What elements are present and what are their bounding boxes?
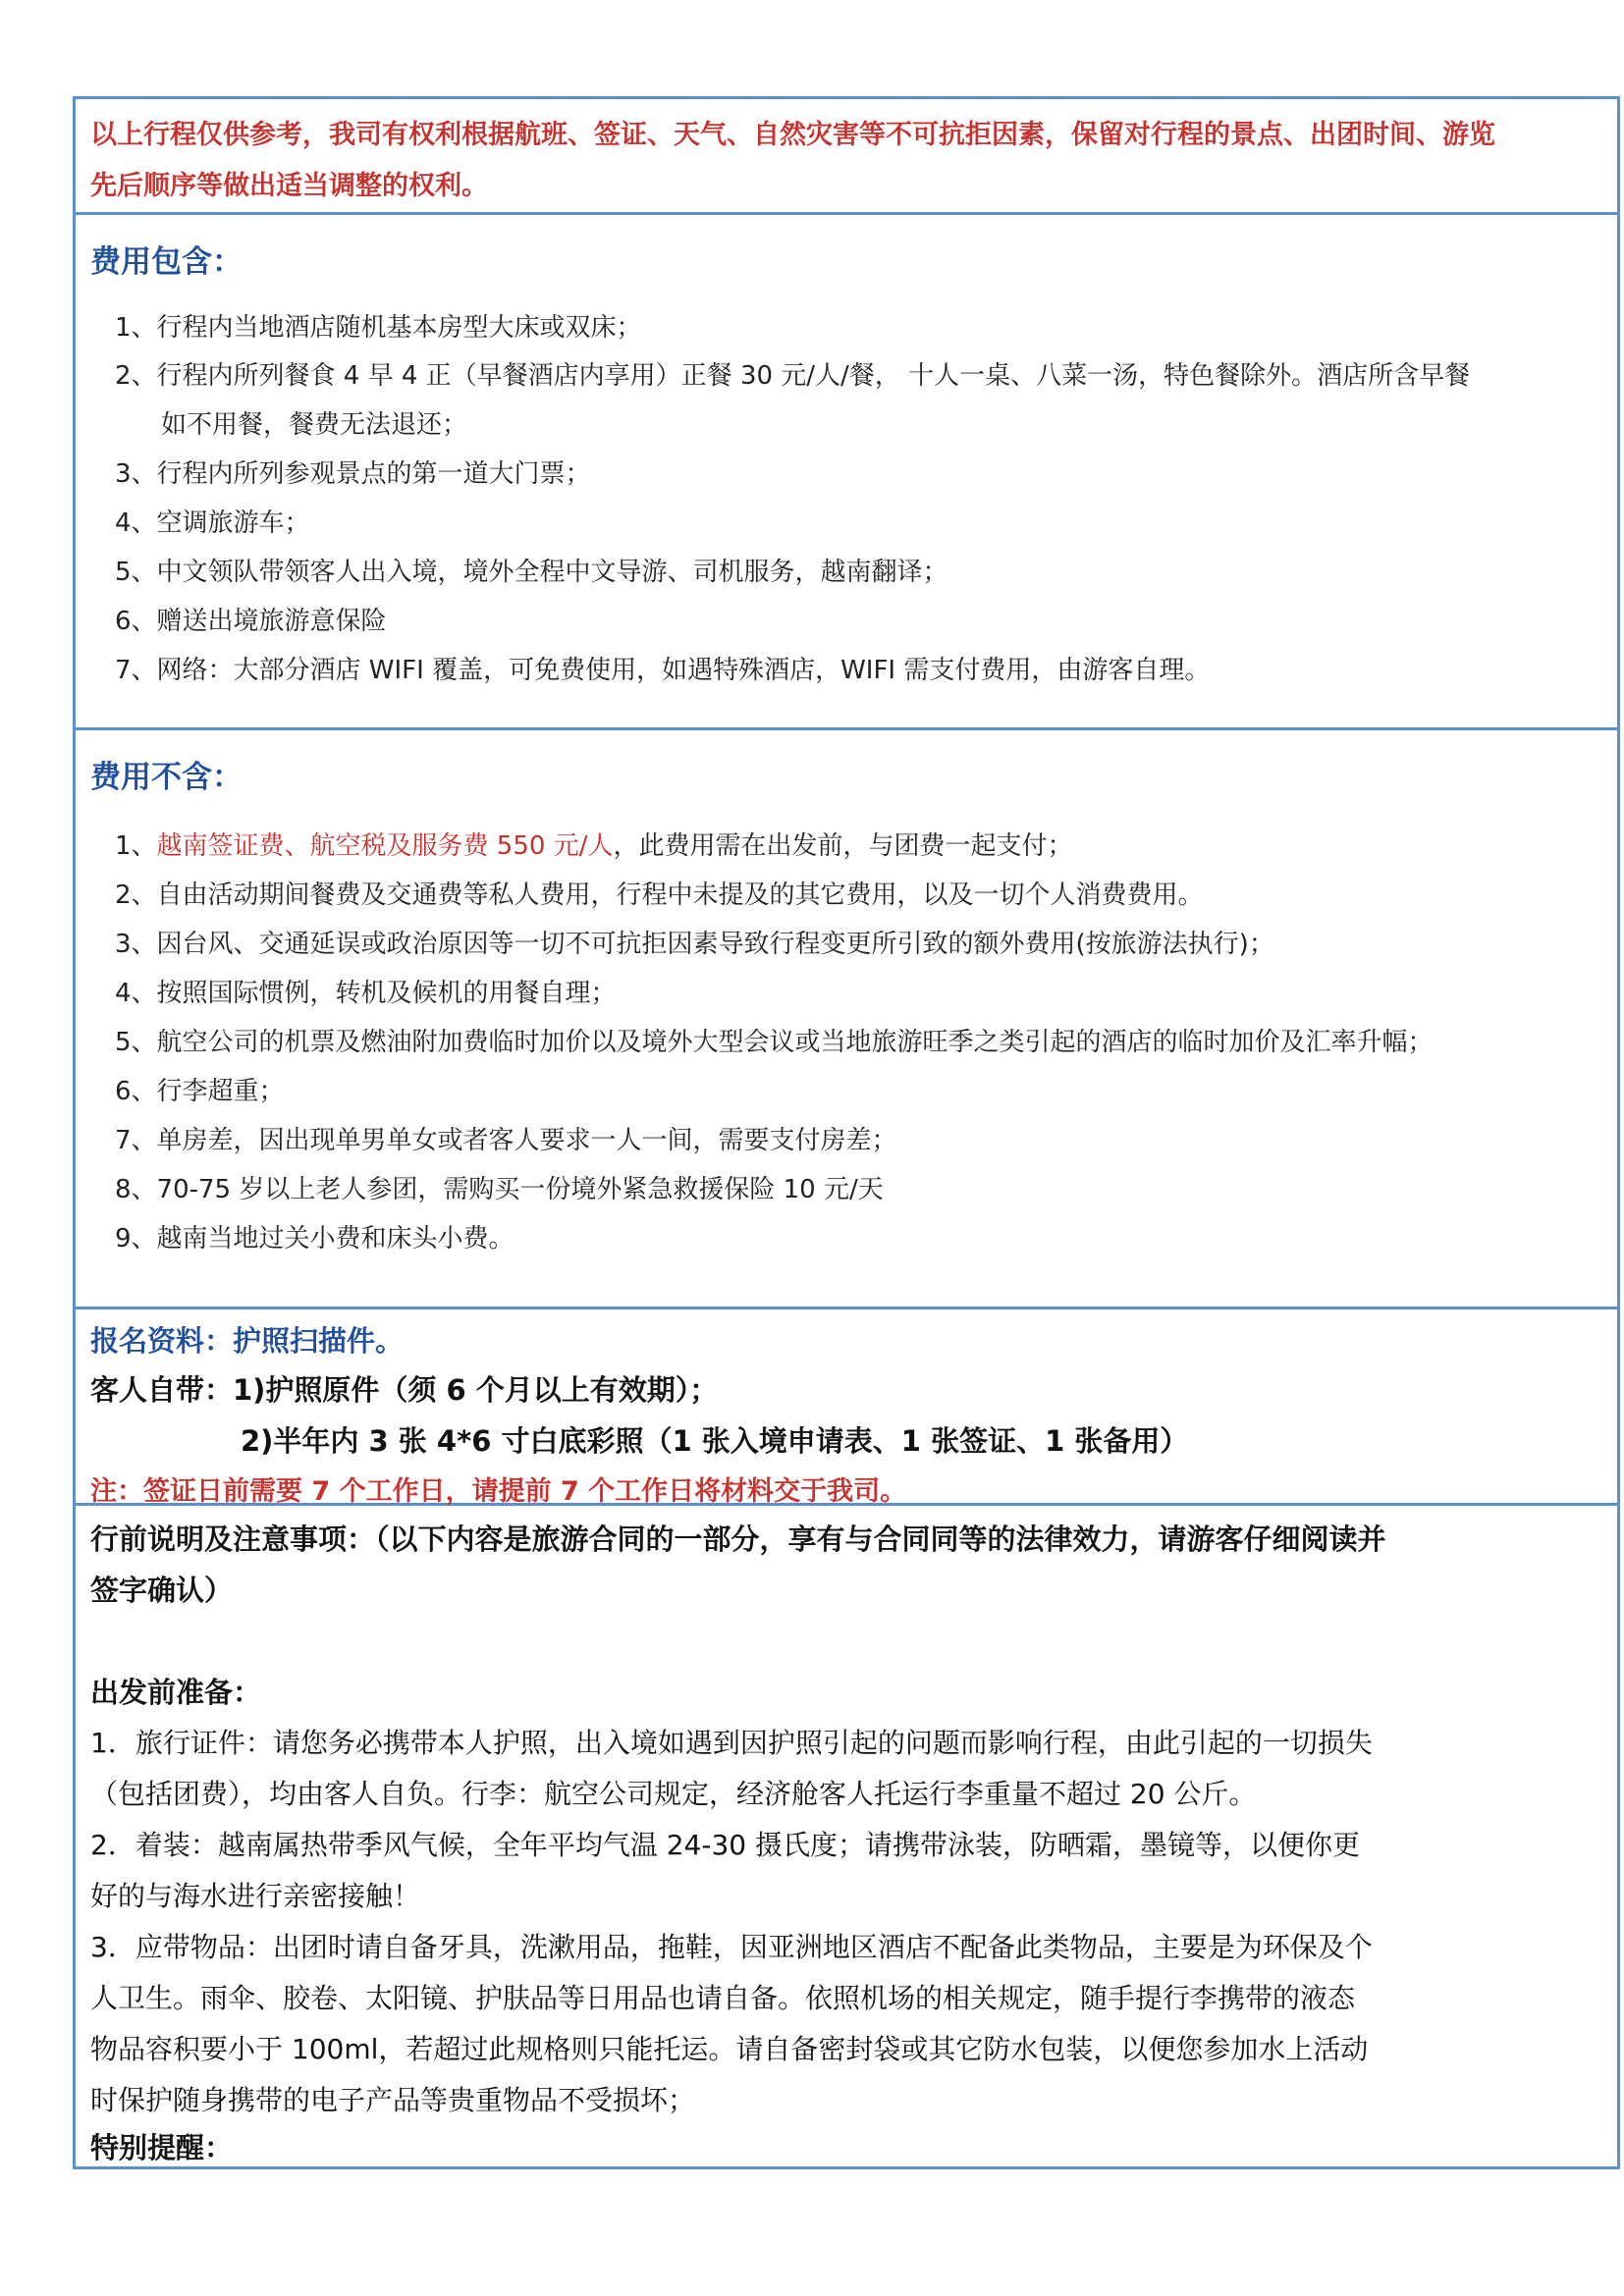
note-line-2: （包括团费），均由客人自负。行李：航空公司规定，经济舱客人托运行李重量不超过 20 公斤。 <box>90 1778 1257 1810</box>
excluded-item-8: 8、70-75 岁以上老人参团，需购买一份境外紧急救援保险 10 元/天 <box>115 1175 884 1204</box>
included-item-6: 6、赠送出境旅游意保险 <box>115 607 387 636</box>
document-frame <box>73 96 1620 2169</box>
excluded-item-2: 2、自由活动期间餐费及交通费等私人费用，行程中未提及的其它费用，以及一切个人消费费用。 <box>115 881 1204 910</box>
travel-notes-section <box>76 1506 1617 2166</box>
excluded-item-7: 7、单房差，因出现单男单女或者客人要求一人一间，需要支付房差； <box>115 1126 897 1155</box>
signup-bring-line-2: 2)半年内 3 张 4*6 寸白底彩照（1 张入境申请表、1 张签证、1 张备用） <box>241 1424 1189 1458</box>
notice-line-1: 以上行程仅供参考，我司有权利根据航班、签证、天气、自然灾害等不可抗拒因素，保留对行程的景点、出团时间、游览 <box>90 120 1495 150</box>
included-item-4: 4、空调旅游车； <box>115 508 310 538</box>
notice-line-2: 先后顺序等做出适当调整的权利。 <box>90 171 488 201</box>
excluded-item-1-rest: ，此费用需在出发前，与团费一起支付； <box>613 831 1073 861</box>
signup-note: 注：签证日前需要 7 个工作日，请提前 7 个工作日将材料交于我司。 <box>90 1476 907 1507</box>
fees-included-title: 费用包含： <box>90 244 243 280</box>
visa-fee-highlight: 越南签证费、航空税及服务费 550 元/人 <box>156 831 614 861</box>
fees-excluded-section <box>76 730 1617 1309</box>
signup-bring-line-1: 客人自带：1)护照原件（须 6 个月以上有效期）； <box>90 1373 719 1407</box>
included-item-7: 7、网络：大部分酒店 WIFI 覆盖，可免费使用，如遇特殊酒店，WIFI 需支付费用，由游客自理。 <box>115 656 1211 685</box>
signup-section <box>76 1309 1617 1506</box>
signup-title: 报名资料：护照扫描件。 <box>90 1324 405 1358</box>
note-line-6: 人卫生。雨伞、胶卷、太阳镜、护肤品等日用品也请自备。依照机场的相关规定，随手提行李携带的液态 <box>90 1982 1356 2014</box>
notice-section <box>76 99 1617 215</box>
fees-excluded-title: 费用不含： <box>90 760 243 795</box>
special-reminder-title: 特别提醒： <box>90 2131 234 2164</box>
notes-title-line-2: 签字确认） <box>90 1574 234 1607</box>
note-line-7: 物品容积要小于 100ml，若超过此规格则只能托运。请自备密封袋或其它防水包装，以便您参加水上活动 <box>90 2033 1369 2065</box>
note-line-5: 3．应带物品：出团时请自备牙具，洗漱用品，拖鞋，因亚洲地区酒店不配备此类物品，主要是为环保及个 <box>90 1931 1373 1963</box>
included-item-1: 1、行程内当地酒店随机基本房型大床或双床； <box>115 313 642 343</box>
excluded-item-4: 4、按照国际惯例，转机及候机的用餐自理； <box>115 979 617 1008</box>
notes-title-line-1: 行前说明及注意事项：（以下内容是旅游合同的一部分，享有与合同同等的法律效力，请游客仔细阅读并 <box>90 1522 1386 1556</box>
included-item-3: 3、行程内所列参观景点的第一道大门票； <box>115 459 591 489</box>
included-item-5: 5、中文领队带领客人出入境，境外全程中文导游、司机服务，越南翻译； <box>115 558 948 587</box>
included-item-2-cont: 如不用餐，餐费无法退还； <box>161 410 468 440</box>
excluded-item-3: 3、因台风、交通延误或政治原因等一切不可抗拒因素导致行程变更所引致的额外费用(按旅游法执行)； <box>115 930 1274 959</box>
excluded-item-1 <box>115 826 1072 862</box>
note-line-1: 1．旅行证件：请您务必携带本人护照，出入境如遇到因护照引起的问题而影响行程，由此引起的一切损失 <box>90 1727 1373 1759</box>
included-item-2: 2、行程内所列餐食 4 早 4 正（早餐酒店内享用）正餐 30 元/人/餐， 十人一桌、八菜一汤，特色餐除外。酒店所含早餐 <box>115 361 1471 391</box>
note-line-3: 2．着装：越南属热带季风气候，全年平均气温 24-30 摄氏度；请携带泳装，防晒霜，墨镜等，以便你更 <box>90 1829 1360 1861</box>
excluded-item-9: 9、越南当地过关小费和床头小费。 <box>115 1224 514 1254</box>
excluded-item-1-number: 1、 <box>115 831 157 861</box>
fees-included-section <box>76 215 1617 730</box>
prep-title: 出发前准备： <box>90 1676 262 1709</box>
excluded-item-6: 6、行李超重； <box>115 1077 285 1106</box>
excluded-item-5: 5、航空公司的机票及燃油附加费临时加价以及境外大型会议或当地旅游旺季之类引起的酒店的临时加价及汇率升幅； <box>115 1028 1434 1057</box>
note-line-8: 时保护随身携带的电子产品等贵重物品不受损坏； <box>90 2084 696 2116</box>
note-line-4: 好的与海水进行亲密接触！ <box>90 1880 421 1912</box>
